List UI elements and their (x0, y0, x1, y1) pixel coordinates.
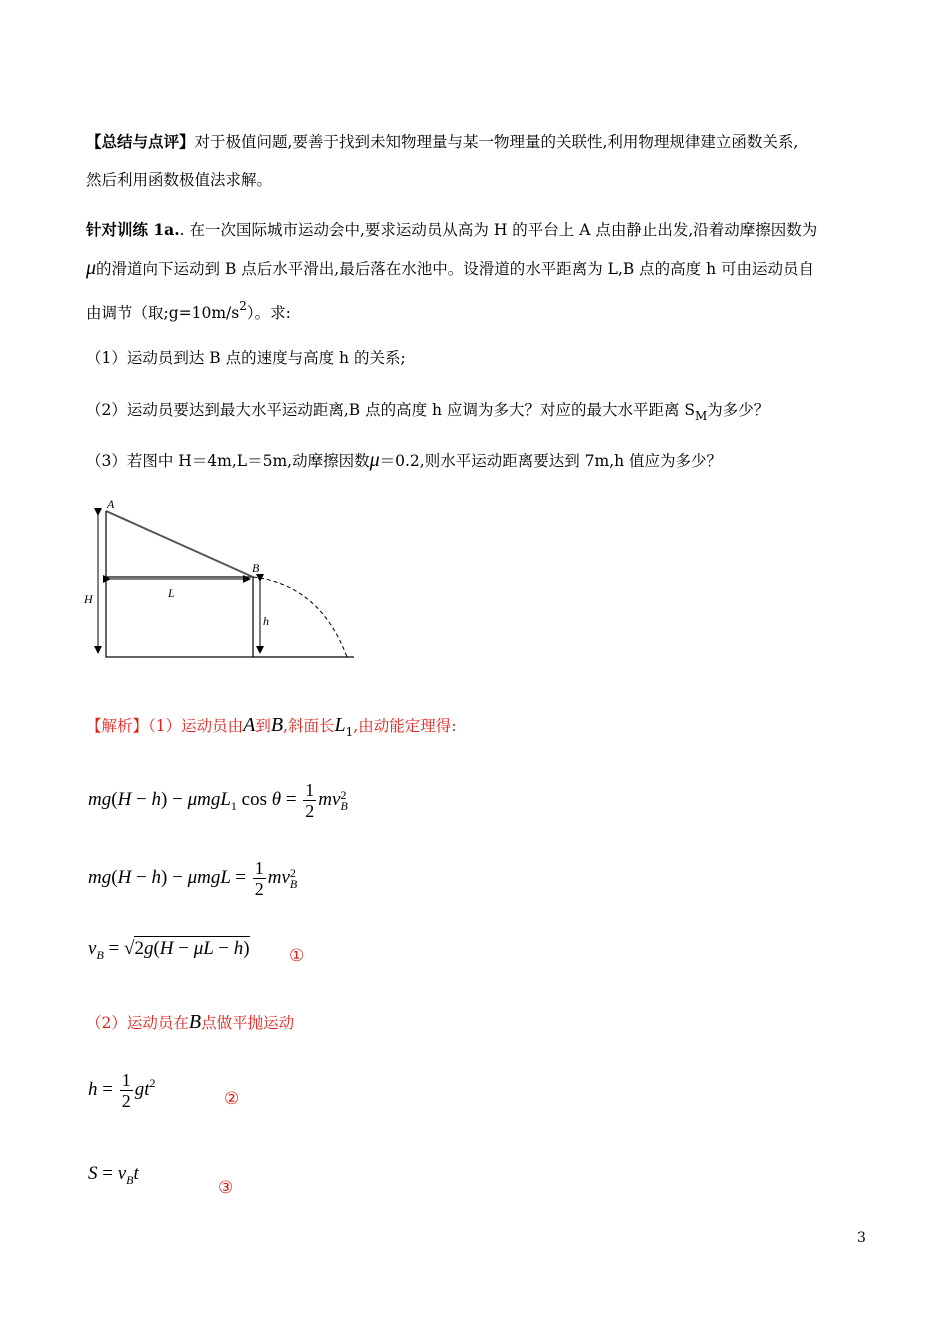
summary-text-2: 然后利用函数极值法求解。 (86, 171, 273, 189)
problem-line3 (86, 296, 291, 323)
platform-box (106, 577, 253, 657)
equation-marker-2: ② (224, 1089, 240, 1109)
equation-energy-1: mg(H − h) − μmgL$_1$ cos θ = $\frac{1}{2}$ mv 2 B (88, 780, 348, 821)
problem-label: 针对训练 1a. (86, 220, 180, 239)
question-2-sub: M (695, 409, 708, 423)
summary-label: 【总结与点评】 (86, 132, 195, 151)
equation-marker-3: ③ (218, 1178, 234, 1198)
question-1-text: （1）运动员到达 B 点的速度与高度 h 的关系; (86, 349, 406, 367)
label-L: L (168, 586, 175, 600)
part2-text-b: 点做平抛运动 (201, 1014, 295, 1032)
label-H: H (84, 592, 93, 606)
summary-text-1: 对于极值问题,要善于找到未知物理量与某一物理量的关联性,利用物理规律建立函数关系, (194, 133, 799, 151)
analysis-slope: ,斜面长 (283, 717, 335, 735)
slide-slope (106, 511, 253, 577)
equation-energy-2: mg(H − h) − μmgL = $\frac{1}{2}$ mv 2 B (88, 858, 298, 899)
part2-point-B: B (188, 1011, 202, 1033)
analysis-to: 到 (255, 717, 271, 735)
problem-line1 (86, 220, 817, 240)
page-number: 3 (857, 1230, 866, 1246)
label-B: B (252, 561, 260, 575)
label-A: A (107, 497, 115, 511)
equation-fall-height: h = $\frac{1}{2}$ $gt^2$ (88, 1070, 156, 1111)
equation-marker-1: ① (289, 946, 305, 966)
summary-paragraph-line2 (86, 170, 272, 190)
problem-text-2: 的滑道向下运动到 B 点后水平滑出,最后落在水池中。设滑道的水平距离为 L,B 点的高度 h 可由运动员自 (96, 260, 815, 278)
question-2-text-a: （2）运动员要达到最大水平运动距离,B 点的高度 h 应调为多大？对应的最大水平距离 S (86, 401, 695, 419)
problem-line2 (86, 258, 814, 279)
equation-distance: $S = v_Bt$ (88, 1163, 139, 1187)
question-3-text-b: ＝0.2,则水平运动距离要达到 7m,h 值应为多少？ (379, 452, 723, 470)
equation-velocity: $v_B = √2g(H - \mu L - h)$ (88, 938, 250, 962)
question-2 (86, 400, 769, 426)
summary-paragraph-line1 (86, 132, 798, 152)
analysis-line (86, 715, 456, 742)
length-L1: L (334, 714, 346, 736)
mu-symbol: μ (86, 257, 97, 279)
question-3-mu: μ (369, 449, 380, 471)
question-1 (86, 348, 406, 368)
analysis-theorem: ,由动能定理得: (353, 717, 457, 735)
question-3-text-a: （3）若图中 H＝4m,L＝5m,动摩擦因数 (86, 452, 370, 470)
problem-text-3-sup: 2 (239, 299, 247, 313)
analysis-label: 【解析】 (86, 717, 149, 735)
analysis-text-a: （1）运动员由 (148, 717, 244, 735)
question-2-text-b: 为多少？ (707, 401, 770, 419)
question-3 (86, 450, 722, 471)
problem-text-3: 由调节（取;g=10m/s (86, 304, 240, 322)
label-h: h (263, 614, 269, 628)
part2-text-a: （2）运动员在 (86, 1014, 189, 1032)
point-B: B (270, 714, 284, 736)
length-L1-sub: 1 (345, 725, 354, 739)
problem-text-3-end: ）。求: (246, 304, 291, 322)
slide-diagram (80, 495, 370, 670)
point-A: A (243, 714, 256, 736)
problem-text-1: . 在一次国际城市运动会中,要求运动员从高为 H 的平台上 A 点由静止出发,沿着动摩擦因数为 (179, 221, 818, 239)
analysis-part2 (86, 1012, 294, 1033)
